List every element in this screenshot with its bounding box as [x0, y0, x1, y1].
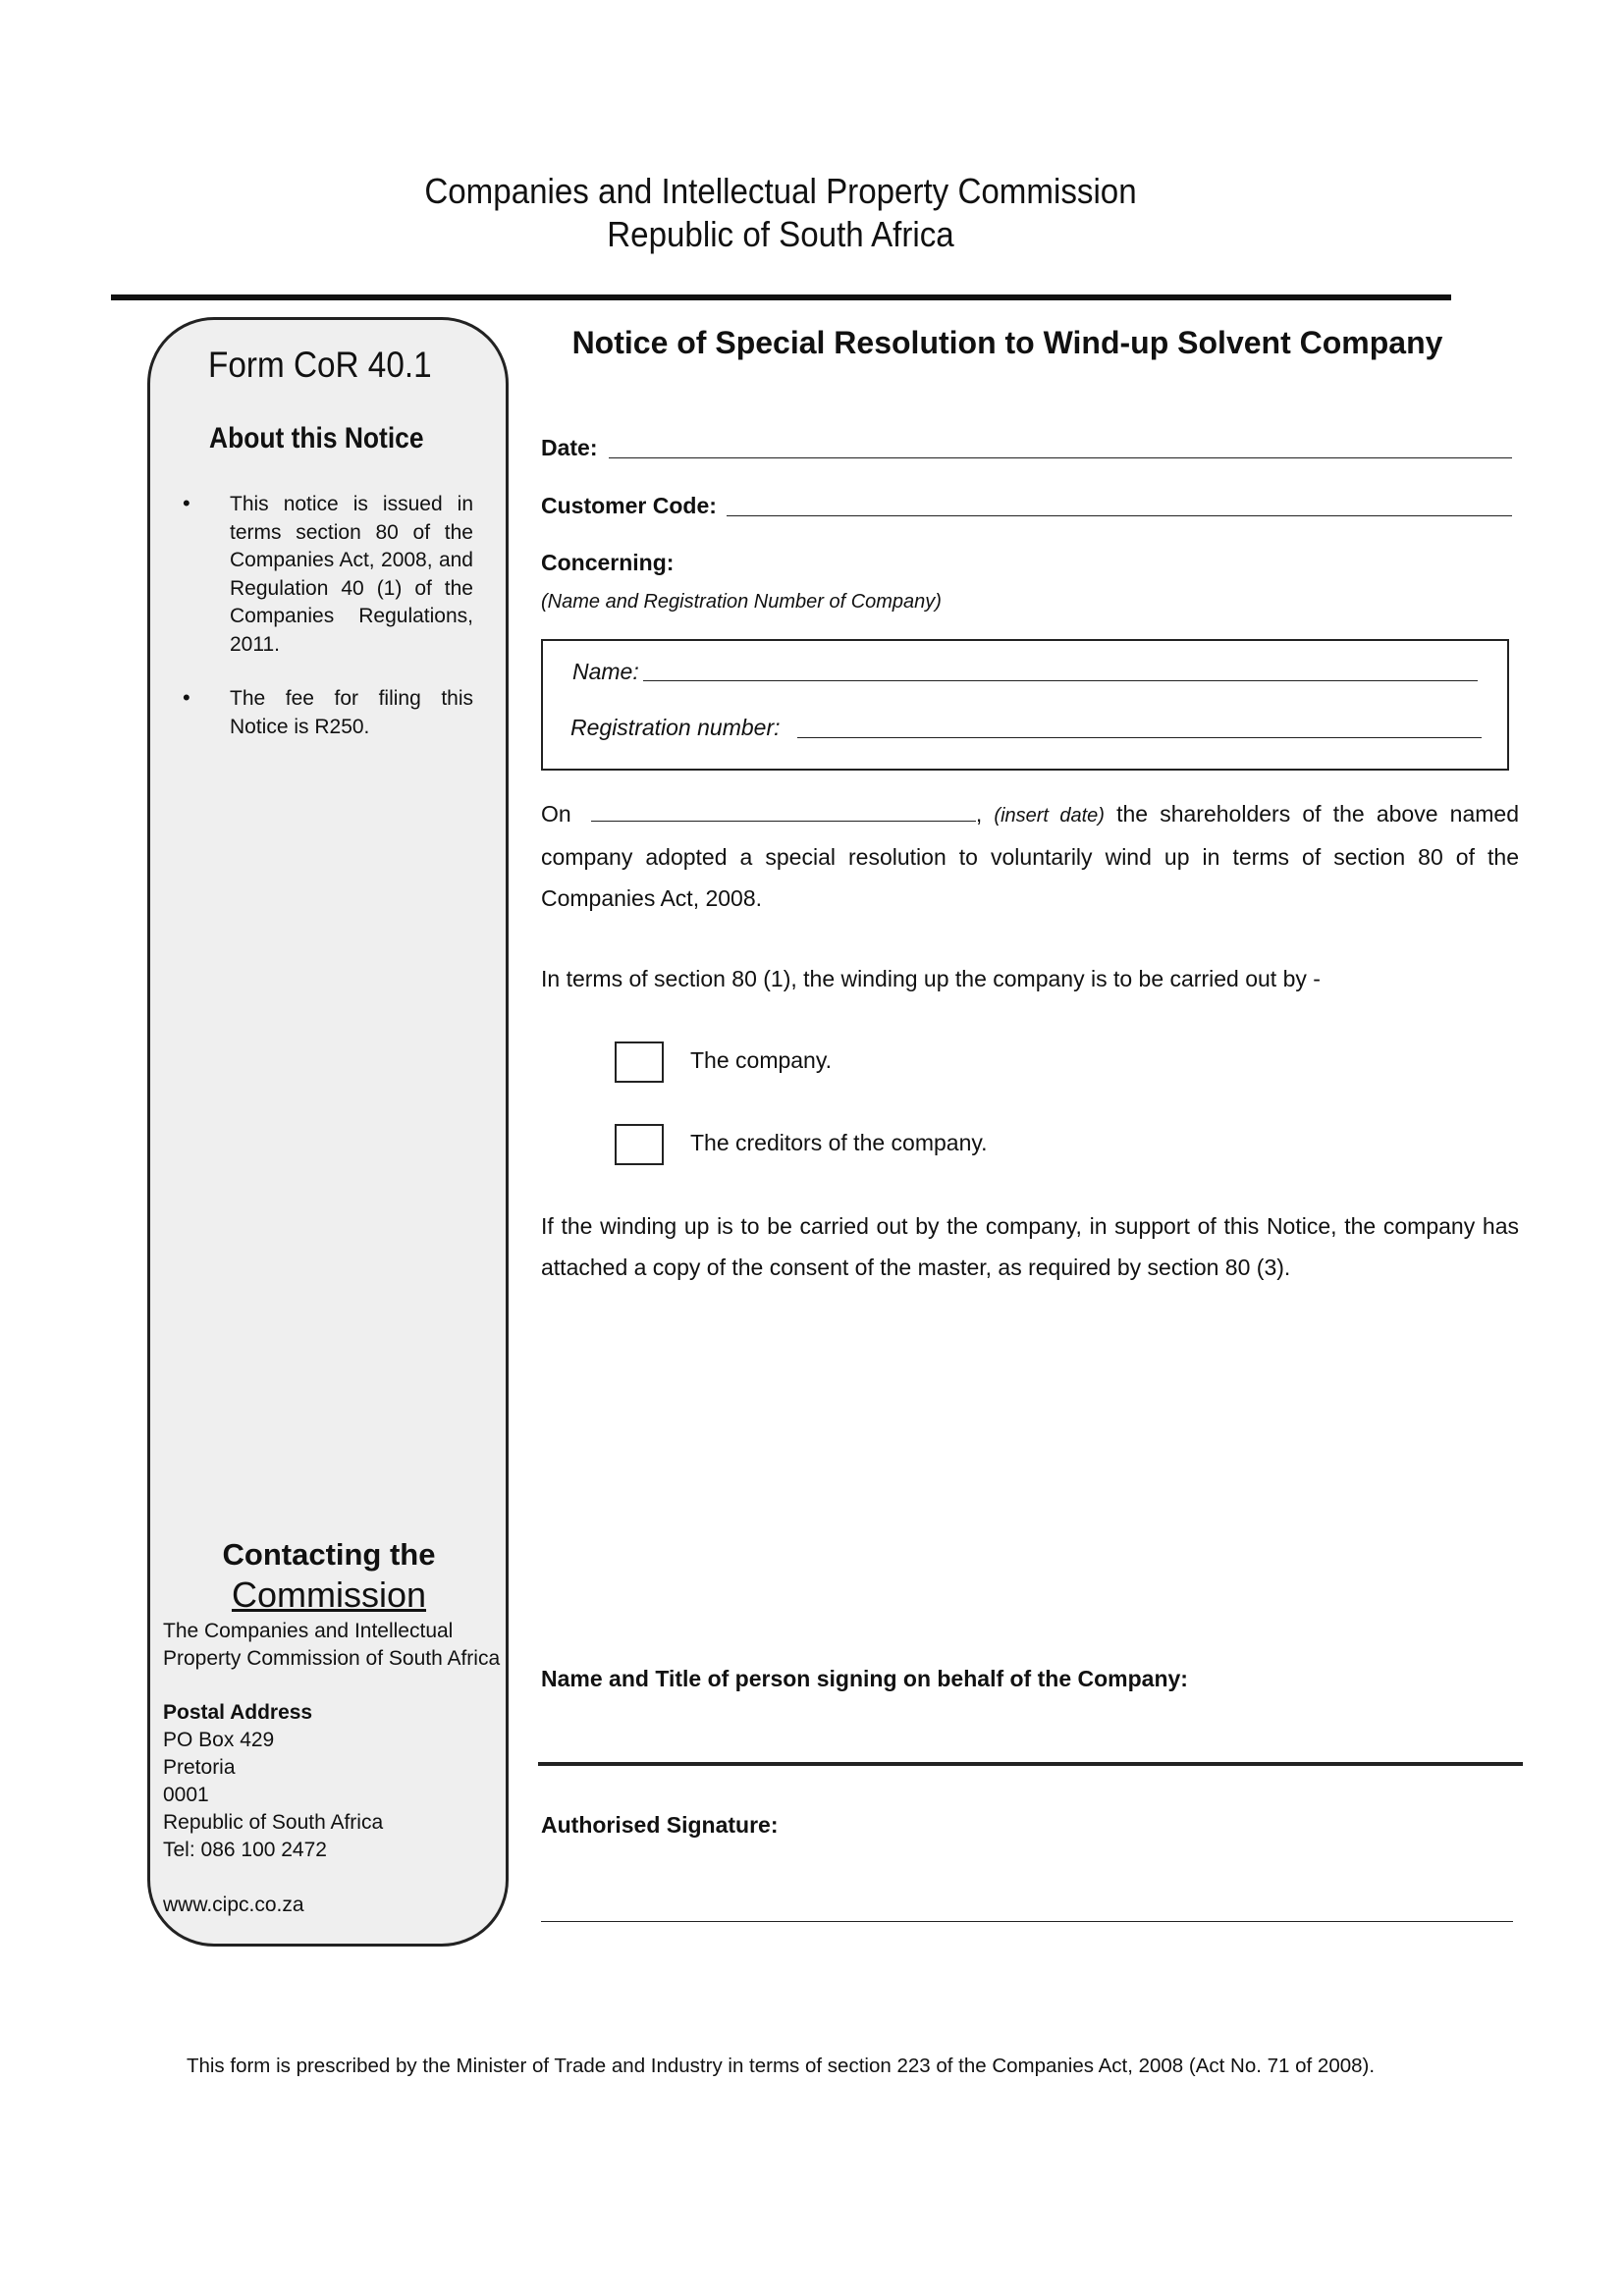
signature-field[interactable] — [541, 1921, 1513, 1922]
about-bullet-1: This notice is issued in terms section 80 of the Companies Act, 2008, and Regulation 40 (1) of the Companies Regulations, 2011. — [230, 493, 473, 656]
date-label: Date: — [541, 435, 598, 460]
para-on: On — [541, 801, 571, 827]
form-number: Form CoR 40.1 — [208, 345, 432, 385]
header-commission-name: Companies and Intellectual Property Commission — [424, 171, 1137, 211]
footer-note: This form is prescribed by the Minister of Trade and Industry in terms of section 223 of the Companies Act, 2008 (Act No. 71 of 2008). — [186, 2055, 1376, 2077]
header-country: Republic of South Africa — [607, 214, 954, 254]
bullet-icon: • — [183, 685, 190, 710]
about-bullet-2: The fee for filing this Notice is R250. — [230, 687, 473, 738]
bullet-icon: • — [183, 491, 190, 515]
winding-up-paragraph: In terms of section 80 (1), the winding up the company is to be carried out by - — [541, 966, 1321, 991]
para-rest: the shareholders of the above named company adopted a special resolution to voluntarily wind up in terms of section 80 of the Companies Act, 2008. — [541, 801, 1520, 911]
postal-address-heading: Postal Address — [163, 1701, 313, 1724]
insert-date-note: (insert date) — [994, 805, 1105, 827]
creditors-option-label: The creditors of the company. — [690, 1130, 988, 1155]
concerning-label: Concerning: — [541, 550, 675, 575]
insert-date-field[interactable] — [591, 801, 976, 822]
signature-label: Authorised Signature: — [541, 1812, 779, 1838]
customer-code-label: Customer Code: — [541, 493, 717, 518]
customer-code-field[interactable] — [727, 515, 1512, 516]
address-line: 0001 — [163, 1784, 209, 1806]
consent-paragraph: If the winding up is to be carried out by the company, in support of this Notice, the company has attached a copy of the consent of the master, as required by section 80 (3). — [541, 1213, 1519, 1280]
resolution-paragraph: On , (insert date) the shareholders of the above named company adopted a special resolution to voluntarily wind up in terms of section 80 of the Companies Act, 2008. — [541, 801, 1520, 911]
about-heading: About this Notice — [209, 422, 424, 454]
signer-label: Name and Title of person signing on behalf of the Company: — [541, 1666, 1188, 1691]
creditors-checkbox[interactable] — [615, 1124, 664, 1165]
contact-heading-commission: Commission — [231, 1575, 427, 1615]
address-line: PO Box 429 — [163, 1729, 275, 1751]
name-label: Name: — [572, 659, 639, 684]
address-line: Pretoria — [163, 1756, 236, 1779]
website-link[interactable]: www.cipc.co.za — [163, 1894, 304, 1916]
company-details-box — [541, 639, 1509, 771]
date-field[interactable] — [609, 457, 1512, 458]
registration-number-field[interactable] — [797, 737, 1482, 738]
org-name-line2: Property Commission of South Africa — [163, 1647, 501, 1670]
form-title: Notice of Special Resolution to Wind-up Solvent Company — [571, 325, 1443, 360]
company-checkbox[interactable] — [615, 1041, 664, 1083]
address-line: Republic of South Africa — [163, 1811, 384, 1834]
header-divider — [111, 294, 1451, 300]
org-name-line1: The Companies and Intellectual — [163, 1620, 454, 1642]
registration-label: Registration number: — [570, 715, 781, 740]
contact-heading: Contacting the — [222, 1537, 436, 1572]
telephone: Tel: 086 100 2472 — [163, 1839, 327, 1861]
company-name-field[interactable] — [643, 680, 1478, 681]
concerning-note: (Name and Registration Number of Company) — [541, 591, 942, 613]
signer-name-field[interactable] — [538, 1762, 1523, 1766]
company-option-label: The company. — [690, 1047, 833, 1073]
